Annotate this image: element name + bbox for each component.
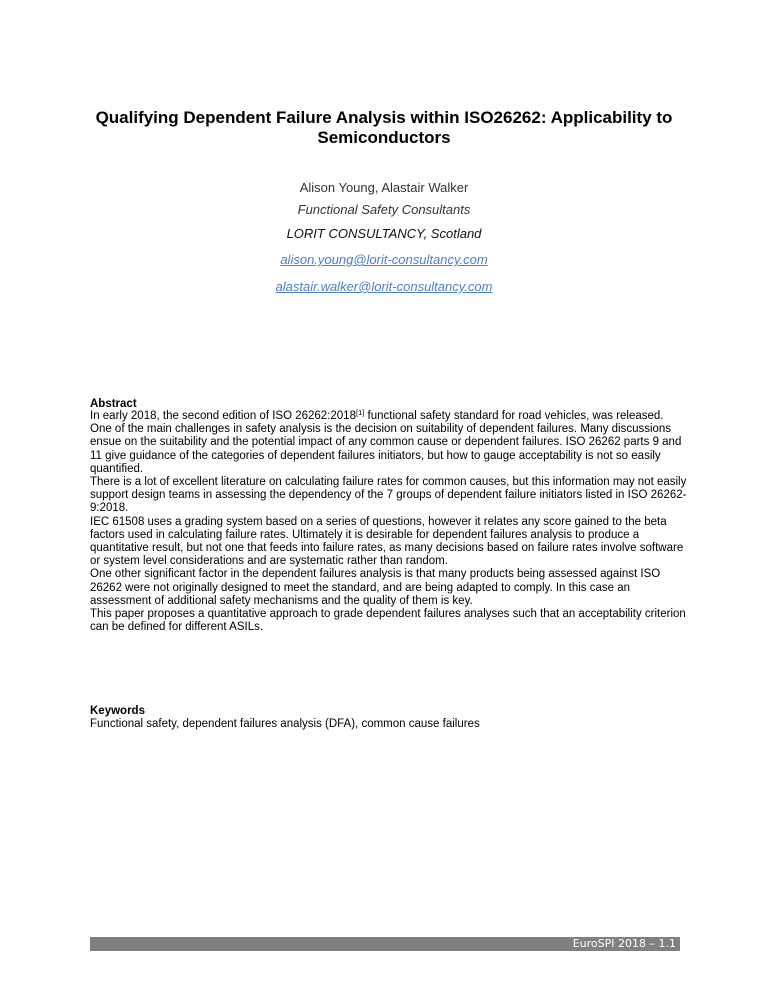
abstract-heading: Abstract xyxy=(90,398,137,410)
keywords-text: Functional safety, dependent failures analysis (DFA), common cause failures xyxy=(90,718,480,730)
affiliation: Functional Safety Consultants xyxy=(297,202,471,217)
abstract-body xyxy=(90,410,690,634)
abstract-paragraph-4: IEC 61508 uses a grading system based on a series of questions, however it relates any score gained to the beta factors used in calculating failure rates. Ultimately it is desirable for dependent failures analysis to produce a quantitative result, but not one that feeds into failure rates, as many decisions based on failure rates involve software or system level considerations and are systematic rather than random. xyxy=(90,515,684,568)
authors: Alison Young, Alastair Walker xyxy=(299,180,469,195)
abstract-paragraph-5: One other significant factor in the dependent failures analysis is that many products being assessed against ISO 26262 were not originally designed to meet the standard, and are being adapted to comply. In this case an assessment of additional safety mechanisms and the quality of them is key. xyxy=(90,568,661,607)
abstract-paragraph-2: One of the main challenges in safety analysis is the decision on suitability of dependent failures. Many discussions ensue on the suitability and the potential impact of any common cause or dependent failures. ISO 26262 parts 9 and 11 give guidance of the categories of dependent failures initiators, but how to gauge acceptability is not so easily quantified. xyxy=(90,423,682,475)
footer-page-label: EuroSPI 2018 – 1.1 xyxy=(572,937,676,950)
email-link-alison[interactable]: alison.young@lorit-consultancy.com xyxy=(280,252,488,267)
abstract-paragraph-6: This paper proposes a quantitative approach to grade dependent failures analyses such that an acceptability criterion can be defined for different ASILs. xyxy=(90,608,686,634)
email-link-alastair[interactable]: alastair.walker@lorit-consultancy.com xyxy=(275,279,493,294)
keywords-heading: Keywords xyxy=(90,705,145,717)
paper-title: Qualifying Dependent Failure Analysis within ISO26262: Applicability to Semiconductors xyxy=(95,108,673,147)
citation-ref: [1] xyxy=(355,408,365,417)
footer-bar xyxy=(90,937,680,951)
abstract-paragraph-3: There is a lot of excellent literature on calculating failure rates for common causes, but this information may not easily support design teams in assessing the dependency of the 7 groups of dependent failure initiators listed in ISO 26262-9:2018. xyxy=(90,476,687,515)
company: LORIT CONSULTANCY, Scotland xyxy=(286,226,482,241)
abstract-paragraph-1: In early 2018, the second edition of ISO 26262:2018[1] functional safety standard for road vehicles, was released. xyxy=(90,408,664,422)
